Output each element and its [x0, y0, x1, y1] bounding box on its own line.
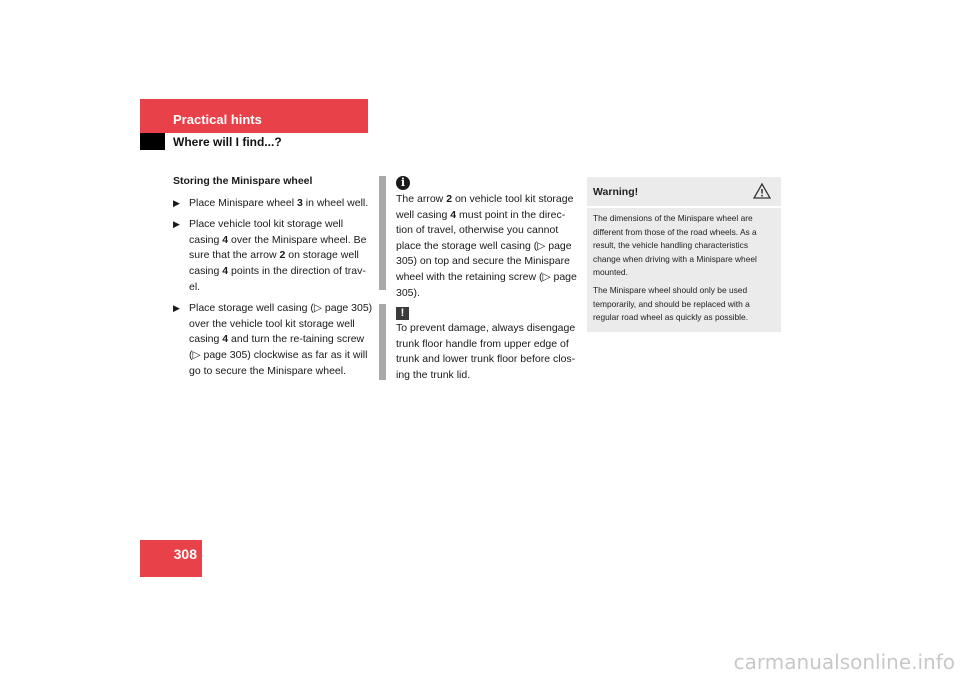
page-number-box	[140, 540, 202, 577]
step-2	[173, 217, 373, 295]
caution-note-bar	[379, 304, 386, 380]
bullet-arrow-icon: ▶	[173, 219, 180, 230]
warning-triangle-icon	[753, 183, 771, 199]
info-icon: i	[396, 176, 410, 190]
info-note-bar	[379, 176, 386, 290]
step-1-text: Place Minispare wheel	[189, 196, 297, 209]
storing-title: Storing the Minispare wheel	[173, 175, 313, 187]
step-2-text: over the Minispare wheel. Be sure that the arrow	[189, 233, 367, 262]
warning-paragraph-1: The dimensions of the Minispare wheel are different from those of the road wheels. As a result, the vehicle handling characteristics change when driving with a Minispare wheel mounted.	[593, 213, 757, 278]
bullet-arrow-icon: ▶	[173, 197, 180, 208]
step-2-text: on storage well casing	[189, 249, 359, 277]
warning-box	[587, 177, 781, 332]
step-2-ref: 4	[222, 233, 229, 246]
step-1	[173, 196, 373, 212]
step-3-ref: 4	[222, 333, 229, 346]
caution-note: To prevent damage, always disengage trunk floor handle from upper edge of trunk and lower trunk floor before clos-ing the trunk lid.	[396, 322, 576, 381]
step-1-ref: 3	[296, 196, 303, 209]
info-note-ref: 4	[450, 208, 457, 221]
step-2-text: Place vehicle tool kit storage well casing	[189, 218, 344, 246]
warning-paragraph-2: The Minispare wheel should only be used temporarily, and should be replaced with a regular road wheel as quickly as possible.	[593, 284, 750, 323]
warning-divider	[587, 206, 781, 208]
caution-icon: !	[396, 307, 409, 320]
warning-title: Warning!	[593, 186, 639, 198]
warning-body	[593, 212, 777, 329]
bullet-arrow-icon: ▶	[173, 303, 180, 314]
watermark: carmanualsonline.info	[733, 650, 955, 674]
info-note	[396, 192, 578, 301]
storing-instructions	[173, 174, 373, 385]
step-3	[173, 301, 373, 379]
info-note-text: The arrow	[396, 193, 447, 205]
info-note-text: must point in the direc-tion of travel, otherwise you cannot place the storage well casing (▷ page 305) on top and secure the Minispare wheel with the retaining screw (▷ page 305).	[396, 208, 577, 299]
info-note-ref: 2	[446, 193, 453, 205]
page-number: 308	[173, 546, 197, 562]
step-3-text: and turn the re-taining screw (▷ page 305) clockwise as far as it will go to secure the Minispare wheel.	[189, 333, 368, 377]
step-1-text-end: in wheel well.	[302, 196, 369, 209]
step-2-text: points in the direction of trav-el.	[189, 264, 366, 293]
subsection-title: Where will I find...?	[173, 135, 282, 149]
step-2-ref: 4	[222, 264, 229, 277]
info-note-text: on vehicle tool kit storage well casing	[396, 193, 574, 221]
section-title: Practical hints	[173, 112, 262, 127]
step-3-text: Place storage well casing (▷ page 305) over the vehicle tool kit storage well casing	[189, 302, 373, 346]
step-2-ref: 2	[279, 249, 286, 262]
header-marker	[140, 133, 165, 150]
